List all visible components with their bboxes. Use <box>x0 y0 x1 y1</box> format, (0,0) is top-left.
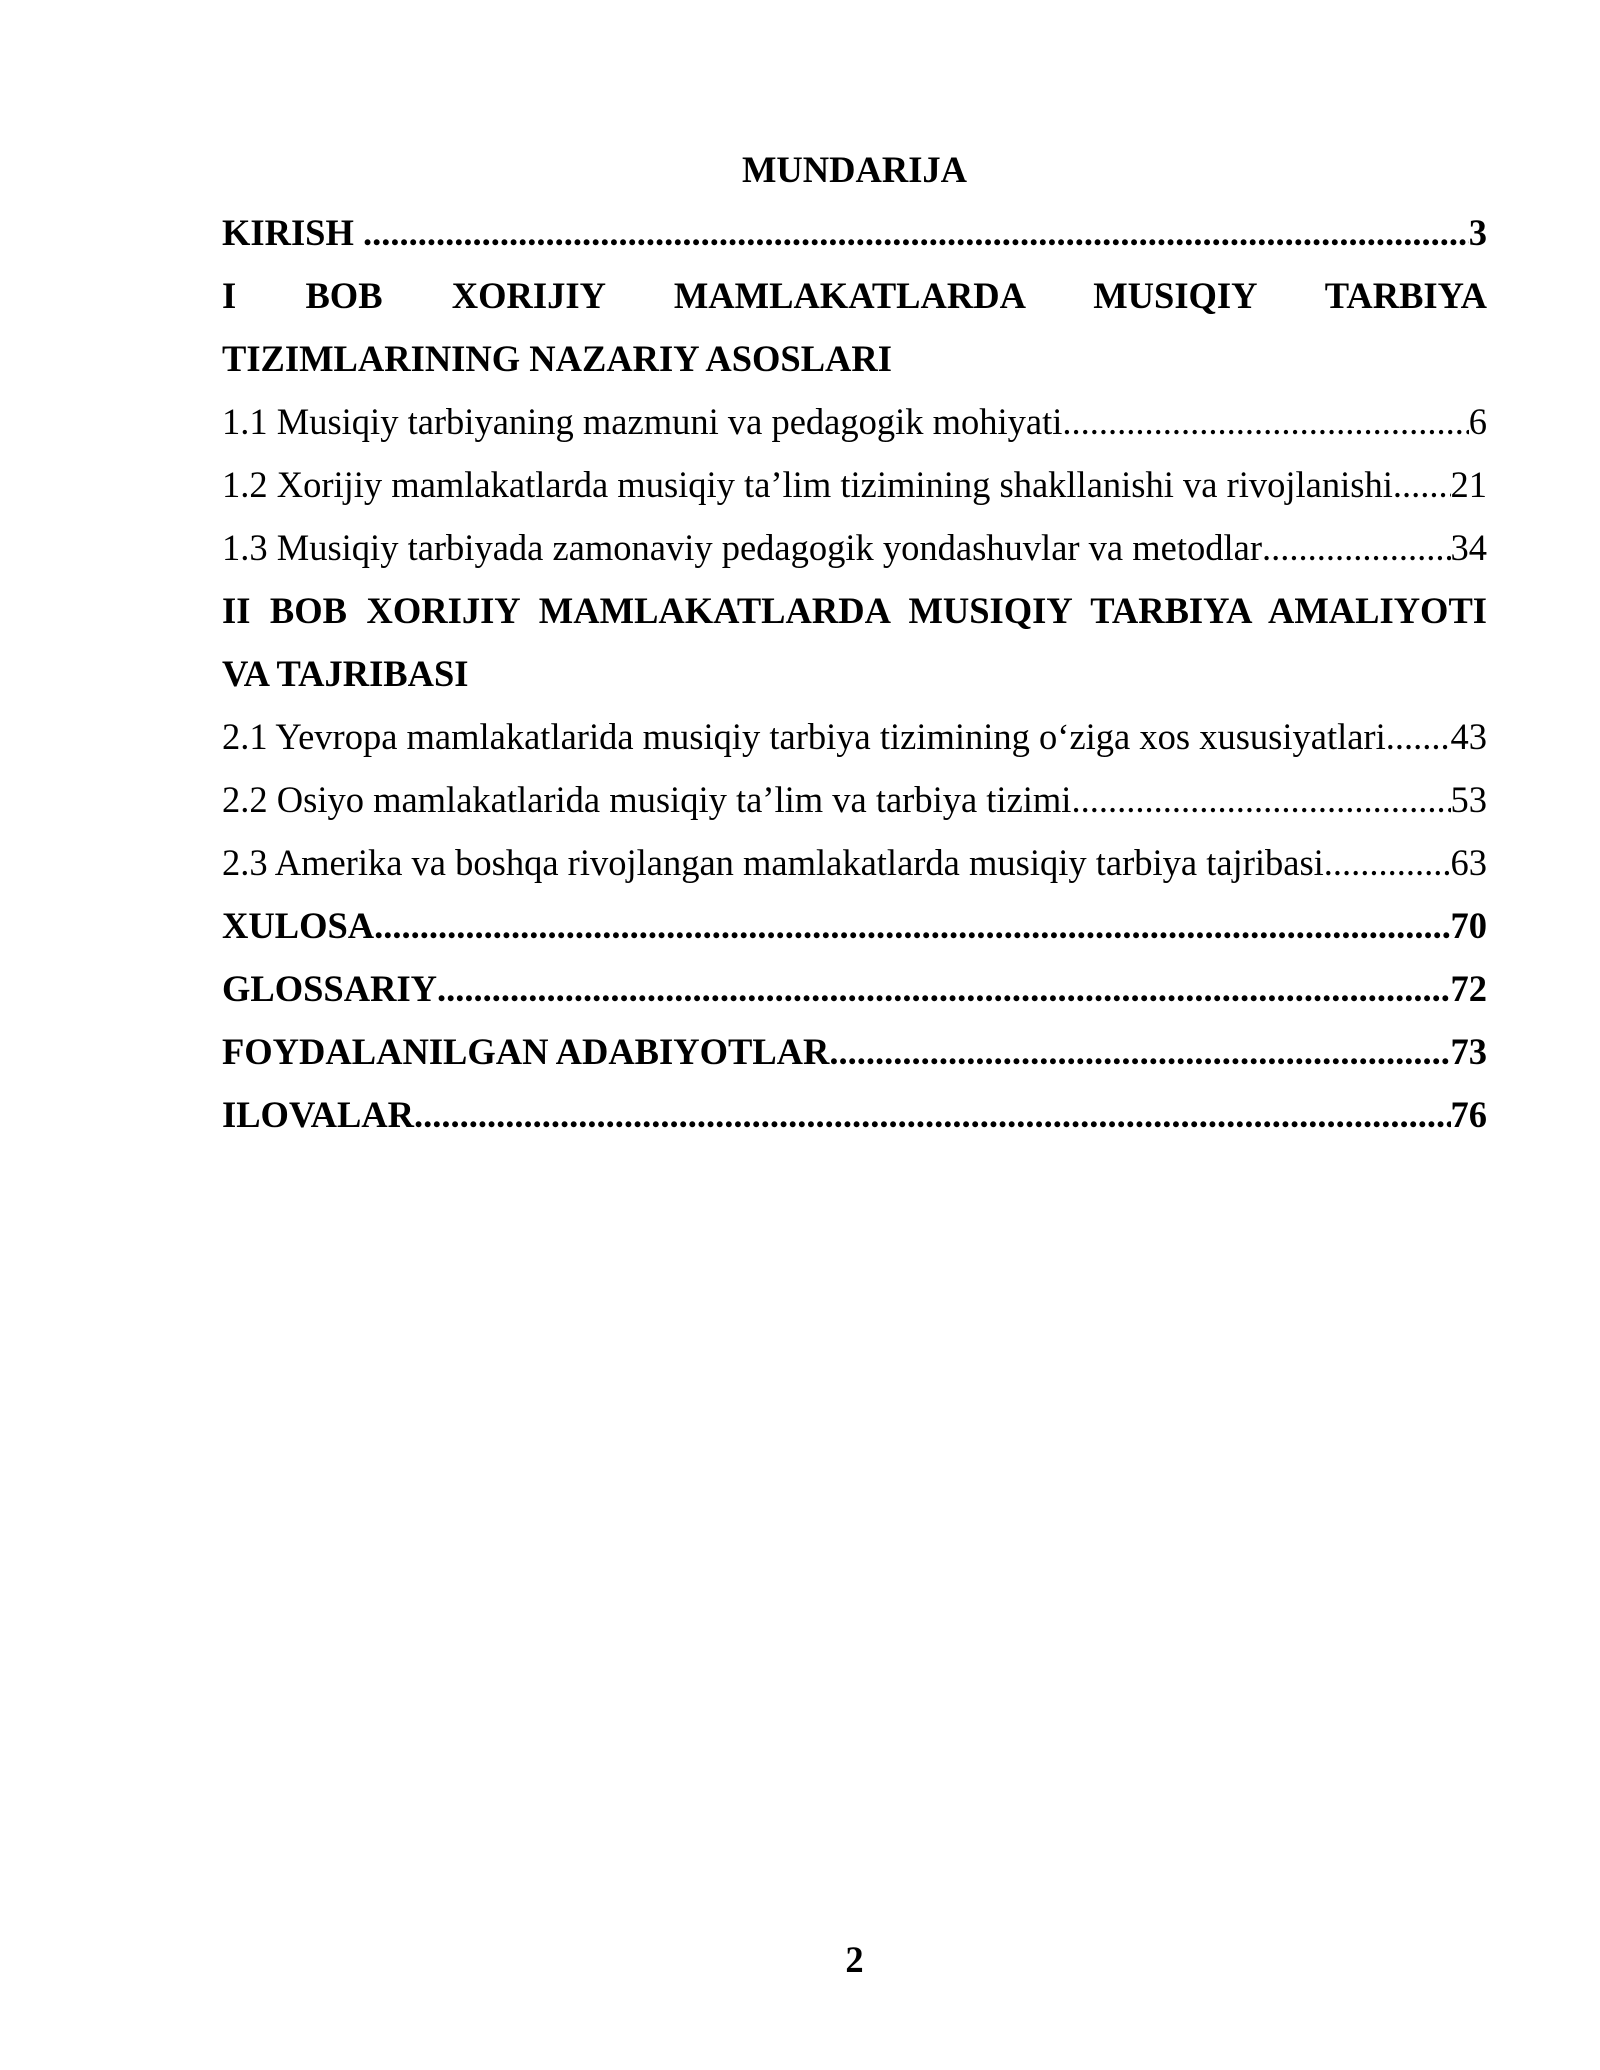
toc-entry-page-number: 72 <box>1450 968 1487 1009</box>
toc-entry-label: GLOSSARIY <box>222 968 438 1009</box>
toc-entry-page-number: 63 <box>1450 842 1487 883</box>
dot-leader <box>414 1083 1450 1146</box>
toc-entry-label: XULOSA <box>222 905 375 946</box>
dot-leader <box>1062 390 1468 453</box>
toc-content <box>222 138 1487 1146</box>
toc-entry-page-number: 21 <box>1450 464 1487 505</box>
toc-entry-label: 2.2 Osiyo mamlakatlarida musiqiy ta’lim va tarbiya tizimi <box>222 779 1072 820</box>
toc-entry-label: 1.2 Xorijiy mamlakatlarda musiqiy ta’lim tizimining shakllanishi va rivojlanishi <box>222 464 1393 505</box>
toc-entry-2-1 <box>222 705 1487 768</box>
toc-entry-label: 2.3 Amerika va boshqa rivojlangan mamlakatlarda musiqiy tarbiya tajribasi <box>222 842 1324 883</box>
toc-entry-page-number: 73 <box>1450 1031 1487 1072</box>
dot-leader <box>1386 705 1451 768</box>
toc-entry-glossariy <box>222 957 1487 1020</box>
toc-entry-1-1 <box>222 390 1487 453</box>
dot-leader <box>437 957 1450 1020</box>
toc-entry-page-number: 34 <box>1450 527 1487 568</box>
chapter-2-heading-line-2: VA TAJRIBASI <box>222 653 469 694</box>
toc-entry-page-number: 6 <box>1468 401 1487 442</box>
toc-entry-page-number: 70 <box>1450 905 1487 946</box>
toc-entry-label: KIRISH <box>222 212 363 253</box>
footer-page-number: 2 <box>845 1939 864 1980</box>
toc-entry-label: FOYDALANILGAN ADABIYOTLAR <box>222 1031 830 1072</box>
toc-entry-1-3 <box>222 516 1487 579</box>
chapter-1-heading-line-1: I BOB XORIJIY MAMLAKATLARDA MUSIQIY TARBIYA <box>222 275 1487 316</box>
dot-leader <box>829 1020 1450 1083</box>
dot-leader <box>363 201 1469 264</box>
page-title: MUNDARIJA <box>741 149 968 190</box>
toc-entry-page-number: 43 <box>1450 716 1487 757</box>
dot-leader <box>1262 516 1451 579</box>
dot-leader <box>1324 831 1451 894</box>
dot-leader <box>374 894 1450 957</box>
dot-leader <box>1071 768 1450 831</box>
toc-entry-label: ILOVALAR <box>222 1094 415 1135</box>
toc-entry-page-number: 53 <box>1450 779 1487 820</box>
toc-entry-2-2 <box>222 768 1487 831</box>
toc-entry-1-2 <box>222 453 1487 516</box>
toc-entry-2-3 <box>222 831 1487 894</box>
toc-entry-foydalanilgan-adabiyotlar <box>222 1020 1487 1083</box>
toc-entry-page-number: 76 <box>1450 1094 1487 1135</box>
toc-entry-ilovalar <box>222 1083 1487 1146</box>
toc-entry-xulosa <box>222 894 1487 957</box>
toc-entry-page-number: 3 <box>1468 212 1487 253</box>
chapter-1-heading-line-2: TIZIMLARINING NAZARIY ASOSLARI <box>222 338 892 379</box>
toc-entry-label: 2.1 Yevropa mamlakatlarida musiqiy tarbiya tizimining o‘ziga xos xususiyatlari <box>222 716 1386 757</box>
toc-entry-kirish <box>222 201 1487 264</box>
dot-leader <box>1393 453 1451 516</box>
toc-entry-label: 1.3 Musiqiy tarbiyada zamonaviy pedagogik yondashuvlar va metodlar <box>222 527 1262 568</box>
chapter-2-heading-line-1: II BOB XORIJIY MAMLAKATLARDA MUSIQIY TARBIYA AMALIYOTI <box>222 590 1487 631</box>
toc-entry-label: 1.1 Musiqiy tarbiyaning mazmuni va pedagogik mohiyati <box>222 401 1063 442</box>
